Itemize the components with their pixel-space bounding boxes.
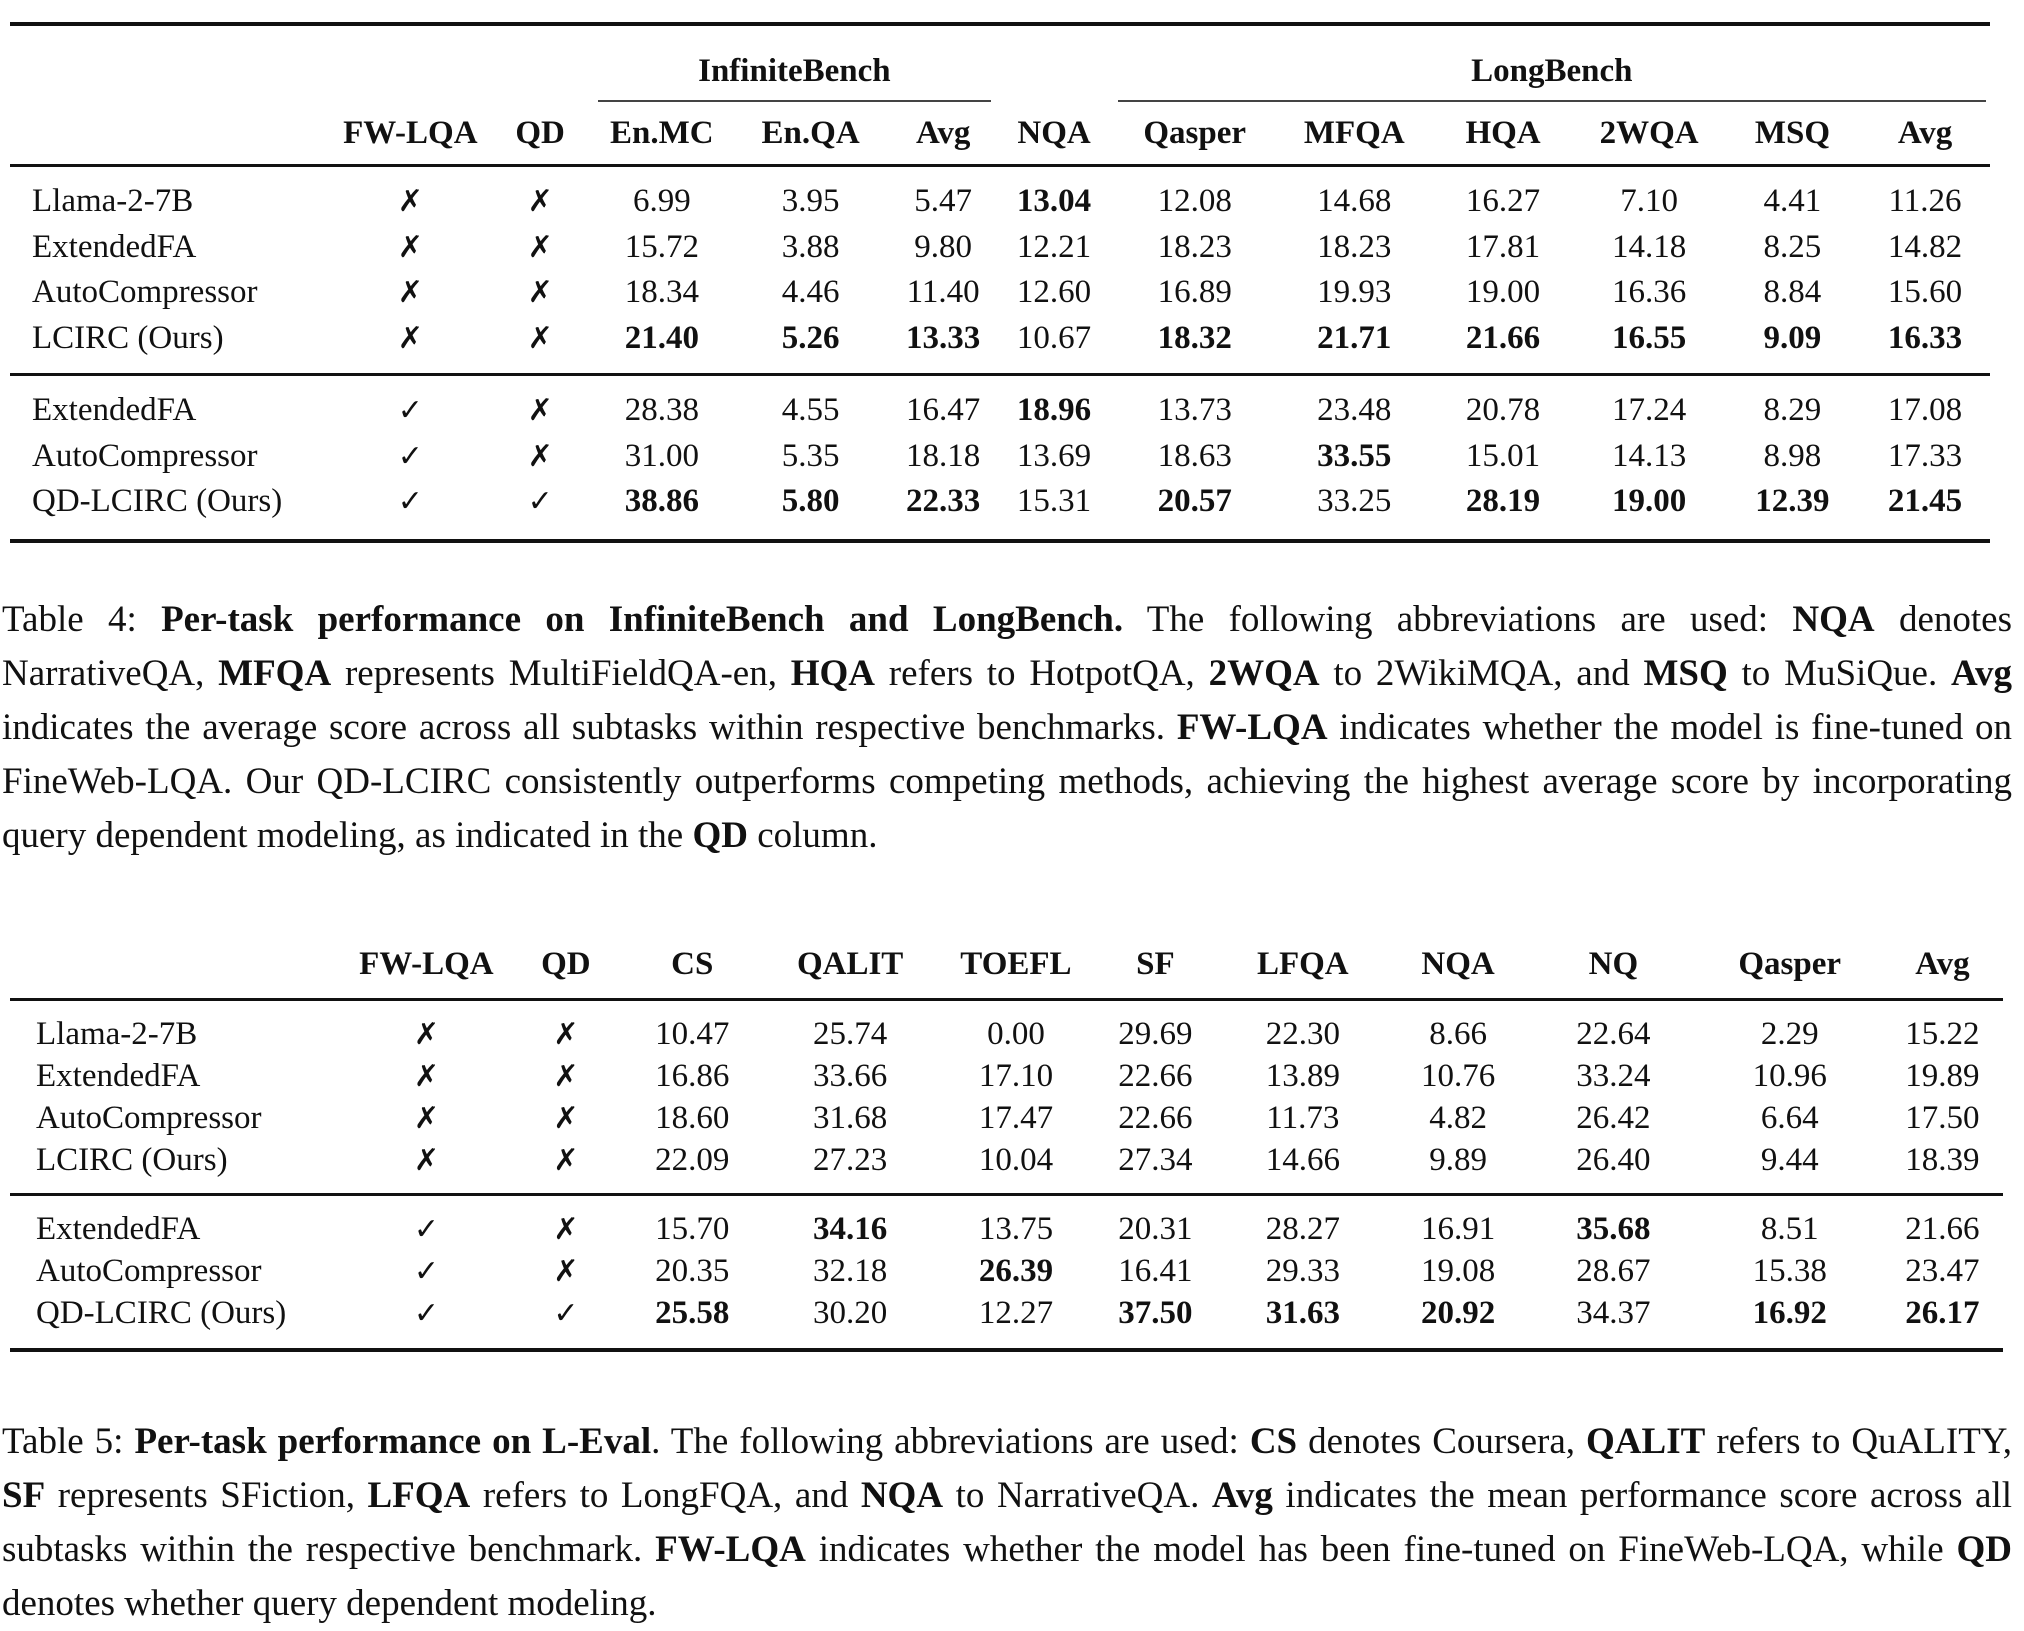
check-mark-icon: ✓ bbox=[413, 1211, 439, 1247]
score-cell: 20.78 bbox=[1465, 392, 1541, 429]
group-header-row bbox=[10, 26, 1990, 102]
score-cell: 16.91 bbox=[1420, 1210, 1496, 1247]
col-header-toefl: TOEFL bbox=[960, 945, 1072, 982]
score-cell: 26.42 bbox=[1576, 1099, 1651, 1136]
score-cell: 22.09 bbox=[655, 1141, 730, 1178]
fw-lqa-cell bbox=[335, 434, 486, 480]
table-row bbox=[10, 1292, 2003, 1350]
check-mark-icon: ✓ bbox=[553, 1295, 579, 1331]
score-cell: 31.68 bbox=[813, 1099, 888, 1136]
caption-term: HQA bbox=[790, 653, 876, 694]
table-row bbox=[10, 375, 1990, 434]
table-row bbox=[10, 1250, 2003, 1292]
score-cell: 9.09 bbox=[1763, 319, 1822, 356]
table-4-group-baseline bbox=[10, 166, 1990, 375]
score-cell: 15.70 bbox=[655, 1210, 730, 1247]
score-cell: 22.30 bbox=[1265, 1015, 1340, 1052]
table-5-caption bbox=[2, 1415, 2012, 1631]
score-cell: 10.76 bbox=[1420, 1057, 1496, 1094]
col-header-nqa: NQA bbox=[1421, 945, 1495, 982]
caption-text: denotes Coursera, bbox=[1297, 1421, 1587, 1462]
score-cell: 13.04 bbox=[1016, 183, 1092, 220]
score-cell: 5.35 bbox=[781, 437, 840, 474]
caption-text: to 2WikiMQA, and bbox=[1319, 653, 1644, 694]
cross-mark-icon: ✗ bbox=[413, 1142, 439, 1178]
column-header-row bbox=[10, 930, 2003, 1000]
score-cell: 28.27 bbox=[1265, 1210, 1340, 1247]
model-name: QD-LCIRC (Ours) bbox=[36, 1294, 287, 1331]
cross-mark-icon: ✗ bbox=[553, 1016, 579, 1052]
cross-mark-icon: ✗ bbox=[527, 229, 553, 265]
caption-title: Per-task performance on InfiniteBench and LongBench. bbox=[161, 599, 1124, 640]
score-cell: 16.33 bbox=[1887, 319, 1963, 356]
score-cell: 0.00 bbox=[987, 1015, 1045, 1052]
score-cell: 7.10 bbox=[1620, 183, 1678, 220]
score-cell: 37.50 bbox=[1118, 1294, 1193, 1331]
score-cell: 13.33 bbox=[906, 319, 981, 356]
score-cell: 14.66 bbox=[1265, 1141, 1340, 1178]
caption-term: LFQA bbox=[367, 1475, 471, 1516]
score-cell: 22.64 bbox=[1576, 1015, 1651, 1052]
qd-cell bbox=[486, 434, 594, 480]
score-cell: 18.63 bbox=[1157, 437, 1232, 474]
model-name: LCIRC (Ours) bbox=[32, 319, 224, 356]
cross-mark-icon: ✗ bbox=[553, 1100, 579, 1136]
score-cell: 14.68 bbox=[1317, 183, 1392, 220]
score-cell: 17.33 bbox=[1887, 437, 1963, 474]
fw-lqa-cell bbox=[345, 1139, 508, 1195]
score-cell: 31.63 bbox=[1265, 1294, 1340, 1331]
score-cell: 16.86 bbox=[655, 1057, 730, 1094]
table-row bbox=[10, 166, 1990, 225]
qd-cell bbox=[508, 1195, 624, 1251]
cross-mark-icon: ✗ bbox=[397, 229, 423, 265]
score-cell: 20.31 bbox=[1118, 1210, 1193, 1247]
qd-cell bbox=[508, 1097, 624, 1139]
caption-title: Per-task performance on L-Eval bbox=[134, 1421, 652, 1462]
score-cell: 17.81 bbox=[1465, 228, 1541, 265]
score-cell: 34.16 bbox=[813, 1210, 888, 1247]
score-cell: 23.47 bbox=[1905, 1252, 1980, 1289]
score-cell: 28.19 bbox=[1465, 483, 1541, 520]
table-4-caption bbox=[2, 593, 2012, 863]
score-cell: 17.08 bbox=[1887, 392, 1963, 429]
cross-mark-icon: ✗ bbox=[527, 320, 553, 356]
qd-cell bbox=[486, 316, 594, 375]
check-mark-icon: ✓ bbox=[397, 438, 423, 474]
score-cell: 10.67 bbox=[1016, 319, 1092, 356]
check-mark-icon: ✓ bbox=[413, 1253, 439, 1289]
score-cell: 27.23 bbox=[813, 1141, 888, 1178]
score-cell: 18.96 bbox=[1016, 392, 1092, 429]
caption-text: to NarrativeQA. bbox=[943, 1475, 1212, 1516]
caption-text: column. bbox=[747, 815, 878, 856]
score-cell: 27.34 bbox=[1118, 1141, 1193, 1178]
qd-cell bbox=[486, 225, 594, 271]
table-row bbox=[10, 316, 1990, 375]
score-cell: 22.66 bbox=[1118, 1057, 1193, 1094]
score-cell: 21.71 bbox=[1317, 319, 1392, 356]
caption-term: NQA bbox=[860, 1475, 944, 1516]
score-cell: 26.17 bbox=[1905, 1294, 1980, 1331]
score-cell: 8.66 bbox=[1429, 1015, 1487, 1052]
caption-term: QALIT bbox=[1586, 1421, 1706, 1462]
score-cell: 16.47 bbox=[906, 392, 981, 429]
caption-term: MFQA bbox=[218, 653, 332, 694]
caption-text: indicates the mean performance score across all subtasks within the respective benchmark. bbox=[2, 1475, 2013, 1570]
score-cell: 28.67 bbox=[1576, 1252, 1651, 1289]
score-cell: 12.21 bbox=[1016, 228, 1092, 265]
caption-label: Table 5: bbox=[2, 1421, 135, 1462]
score-cell: 11.40 bbox=[906, 274, 980, 311]
model-name: Llama-2-7B bbox=[36, 1015, 198, 1052]
caption-term: SF bbox=[2, 1475, 46, 1516]
qd-cell bbox=[486, 479, 594, 541]
cross-mark-icon: ✗ bbox=[553, 1211, 579, 1247]
score-cell: 11.73 bbox=[1266, 1099, 1340, 1136]
model-name: ExtendedFA bbox=[32, 392, 197, 429]
qd-cell bbox=[508, 1055, 624, 1097]
score-cell: 15.22 bbox=[1905, 1015, 1980, 1052]
cross-mark-icon: ✗ bbox=[527, 438, 553, 474]
model-name: ExtendedFA bbox=[36, 1057, 201, 1094]
score-cell: 10.04 bbox=[978, 1141, 1054, 1178]
score-cell: 21.40 bbox=[624, 319, 699, 356]
score-cell: 25.58 bbox=[655, 1294, 730, 1331]
score-cell: 15.60 bbox=[1887, 274, 1963, 311]
score-cell: 23.48 bbox=[1317, 392, 1392, 429]
model-name: LCIRC (Ours) bbox=[36, 1141, 228, 1178]
model-name: AutoCompressor bbox=[32, 437, 258, 474]
check-mark-icon: ✓ bbox=[413, 1295, 439, 1331]
fw-lqa-cell bbox=[345, 1000, 508, 1056]
score-cell: 16.92 bbox=[1752, 1294, 1827, 1331]
fw-lqa-cell bbox=[345, 1097, 508, 1139]
model-name: AutoCompressor bbox=[32, 274, 258, 311]
col-header-sf: SF bbox=[1136, 945, 1175, 982]
score-cell: 15.31 bbox=[1016, 483, 1092, 520]
score-cell: 13.89 bbox=[1265, 1057, 1340, 1094]
score-cell: 26.39 bbox=[978, 1252, 1054, 1289]
cross-mark-icon: ✗ bbox=[527, 275, 553, 311]
score-cell: 20.57 bbox=[1157, 483, 1232, 520]
cross-mark-icon: ✗ bbox=[413, 1058, 439, 1094]
score-cell: 4.46 bbox=[781, 274, 840, 311]
table-row bbox=[10, 1195, 2003, 1251]
model-name: Llama-2-7B bbox=[32, 183, 194, 220]
score-cell: 8.98 bbox=[1763, 437, 1822, 474]
score-cell: 16.27 bbox=[1465, 183, 1541, 220]
col-header-mfqa: MFQA bbox=[1303, 114, 1405, 151]
score-cell: 35.68 bbox=[1576, 1210, 1651, 1247]
score-cell: 33.66 bbox=[813, 1057, 888, 1094]
score-cell: 29.69 bbox=[1118, 1015, 1193, 1052]
caption-text: refers to LongFQA, and bbox=[470, 1475, 861, 1516]
col-header-msq: MSQ bbox=[1754, 114, 1831, 151]
score-cell: 8.51 bbox=[1760, 1210, 1819, 1247]
score-cell: 19.08 bbox=[1420, 1252, 1496, 1289]
caption-term: MSQ bbox=[1643, 653, 1728, 694]
score-cell: 21.66 bbox=[1905, 1210, 1980, 1247]
score-cell: 18.39 bbox=[1905, 1141, 1980, 1178]
cross-mark-icon: ✗ bbox=[553, 1142, 579, 1178]
score-cell: 12.27 bbox=[978, 1294, 1054, 1331]
score-cell: 14.13 bbox=[1611, 437, 1687, 474]
score-cell: 31.00 bbox=[624, 437, 699, 474]
caption-text: . The following abbreviations are used: bbox=[651, 1421, 1250, 1462]
score-cell: 8.29 bbox=[1763, 392, 1822, 429]
caption-term: Avg bbox=[1211, 1475, 1273, 1516]
score-cell: 14.82 bbox=[1887, 228, 1963, 265]
model-name: QD-LCIRC (Ours) bbox=[32, 483, 283, 520]
score-cell: 8.25 bbox=[1763, 228, 1822, 265]
score-cell: 6.99 bbox=[632, 183, 691, 220]
caption-text: indicates whether the model is fine-tuned on FineWeb-LQA. Our QD-LCIRC consistently outperforms competing methods, achieving the highest average score by incorporating query dependent modeling, as indicated in the bbox=[2, 707, 2012, 856]
cross-mark-icon: ✗ bbox=[413, 1100, 439, 1136]
cross-mark-icon: ✗ bbox=[397, 320, 423, 356]
score-cell: 19.93 bbox=[1317, 274, 1392, 311]
table-row bbox=[10, 1139, 2003, 1195]
qd-cell bbox=[486, 270, 594, 316]
score-cell: 13.69 bbox=[1016, 437, 1092, 474]
score-cell: 11.26 bbox=[1888, 183, 1962, 220]
model-name: ExtendedFA bbox=[36, 1210, 201, 1247]
col-header-cs: CS bbox=[671, 945, 714, 982]
score-cell: 12.08 bbox=[1157, 183, 1232, 220]
cross-mark-icon: ✗ bbox=[397, 184, 423, 220]
score-cell: 38.86 bbox=[624, 483, 699, 520]
score-cell: 19.00 bbox=[1611, 483, 1687, 520]
table-row bbox=[10, 1000, 2003, 1056]
caption-term: CS bbox=[1249, 1421, 1298, 1462]
col-header-nqa: NQA bbox=[1017, 114, 1091, 151]
fw-lqa-cell bbox=[345, 1250, 508, 1292]
cross-mark-icon: ✗ bbox=[527, 184, 553, 220]
col-header-lfqa: LFQA bbox=[1256, 945, 1349, 982]
score-cell: 18.32 bbox=[1157, 319, 1232, 356]
cross-mark-icon: ✗ bbox=[413, 1016, 439, 1052]
score-cell: 30.20 bbox=[813, 1294, 888, 1331]
caption-text: to MuSiQue. bbox=[1727, 653, 1951, 694]
score-cell: 28.38 bbox=[624, 392, 699, 429]
score-cell: 3.88 bbox=[781, 228, 840, 265]
score-cell: 17.47 bbox=[978, 1099, 1054, 1136]
fw-lqa-cell bbox=[335, 316, 486, 375]
score-cell: 18.60 bbox=[655, 1099, 730, 1136]
table-row bbox=[10, 434, 1990, 480]
score-cell: 4.41 bbox=[1763, 183, 1822, 220]
score-cell: 32.18 bbox=[813, 1252, 888, 1289]
score-cell: 15.01 bbox=[1465, 437, 1541, 474]
score-cell: 12.60 bbox=[1016, 274, 1092, 311]
score-cell: 13.75 bbox=[978, 1210, 1054, 1247]
score-cell: 19.89 bbox=[1905, 1057, 1980, 1094]
score-cell: 19.00 bbox=[1465, 274, 1541, 311]
score-cell: 14.18 bbox=[1611, 228, 1687, 265]
score-cell: 6.64 bbox=[1760, 1099, 1819, 1136]
caption-text: refers to QuALITY, bbox=[1705, 1421, 2012, 1462]
score-cell: 3.95 bbox=[781, 183, 840, 220]
score-cell: 18.23 bbox=[1157, 228, 1232, 265]
score-cell: 17.50 bbox=[1905, 1099, 1980, 1136]
score-cell: 10.47 bbox=[655, 1015, 730, 1052]
score-cell: 15.72 bbox=[624, 228, 699, 265]
score-cell: 25.74 bbox=[813, 1015, 888, 1052]
cross-mark-icon: ✗ bbox=[553, 1058, 579, 1094]
col-header-nq: NQ bbox=[1588, 945, 1639, 982]
score-cell: 22.33 bbox=[906, 483, 981, 520]
caption-text: The following abbreviations are used: bbox=[1123, 599, 1793, 640]
fw-lqa-cell bbox=[345, 1055, 508, 1097]
score-cell: 18.34 bbox=[624, 274, 699, 311]
fw-lqa-cell bbox=[345, 1195, 508, 1251]
table-5-group-baseline bbox=[10, 1000, 2003, 1195]
qd-cell bbox=[508, 1000, 624, 1056]
score-cell: 33.24 bbox=[1576, 1057, 1651, 1094]
caption-label: Table 4: bbox=[2, 599, 162, 640]
cross-mark-icon: ✗ bbox=[397, 275, 423, 311]
score-cell: 5.47 bbox=[914, 183, 973, 220]
caption-term: FW-LQA bbox=[655, 1529, 806, 1570]
caption-term: NQA bbox=[1792, 599, 1875, 640]
model-name: AutoCompressor bbox=[36, 1252, 262, 1289]
score-cell: 21.66 bbox=[1465, 319, 1541, 356]
score-cell: 16.55 bbox=[1611, 319, 1687, 356]
score-cell: 29.33 bbox=[1265, 1252, 1340, 1289]
group-header-infinitebench: InfiniteBench bbox=[594, 26, 994, 102]
caption-text: indicates the average score across all subtasks within respective benchmarks. bbox=[2, 707, 1177, 748]
score-cell: 2.29 bbox=[1760, 1015, 1819, 1052]
table-4 bbox=[10, 22, 1990, 543]
score-cell: 5.80 bbox=[781, 483, 840, 520]
group-header-longbench: LongBench bbox=[1114, 26, 1990, 102]
cross-mark-icon: ✗ bbox=[553, 1253, 579, 1289]
score-cell: 33.55 bbox=[1317, 437, 1392, 474]
col-header-fw-lqa: FW-LQA bbox=[343, 114, 478, 151]
caption-term: Avg bbox=[1951, 653, 2012, 694]
caption-term: QD bbox=[1956, 1529, 2013, 1570]
qd-cell bbox=[508, 1139, 624, 1195]
qd-cell bbox=[508, 1292, 624, 1350]
table-row bbox=[10, 225, 1990, 271]
caption-text: refers to HotpotQA, bbox=[875, 653, 1209, 694]
col-header-avg: Avg bbox=[1915, 945, 1970, 982]
score-cell: 34.37 bbox=[1576, 1294, 1651, 1331]
col-header-qasper: Qasper bbox=[1738, 945, 1842, 982]
col-header-2wqa: 2WQA bbox=[1599, 114, 1699, 151]
score-cell: 22.66 bbox=[1118, 1099, 1193, 1136]
caption-text: indicates whether the model has been fine-tuned on FineWeb-LQA, while bbox=[805, 1529, 1957, 1570]
fw-lqa-cell bbox=[335, 375, 486, 434]
qd-cell bbox=[486, 166, 594, 225]
score-cell: 8.84 bbox=[1763, 274, 1822, 311]
score-cell: 17.10 bbox=[978, 1057, 1054, 1094]
fw-lqa-cell bbox=[335, 166, 486, 225]
col-header-en-qa: En.QA bbox=[761, 114, 860, 151]
score-cell: 20.92 bbox=[1420, 1294, 1496, 1331]
caption-term: FW-LQA bbox=[1176, 707, 1328, 748]
col-header-qd: QD bbox=[541, 945, 591, 982]
score-cell: 17.24 bbox=[1611, 392, 1687, 429]
table-4-group-finetuned bbox=[10, 375, 1990, 541]
caption-term: QD bbox=[692, 815, 748, 856]
caption-text: represents SFiction, bbox=[45, 1475, 368, 1516]
score-cell: 20.35 bbox=[655, 1252, 730, 1289]
table-row bbox=[10, 479, 1990, 541]
col-header-en-mc: En.MC bbox=[610, 114, 714, 151]
score-cell: 10.96 bbox=[1752, 1057, 1827, 1094]
score-cell: 26.40 bbox=[1576, 1141, 1651, 1178]
score-cell: 9.89 bbox=[1429, 1141, 1487, 1178]
caption-text: denotes NarrativeQA, bbox=[2, 599, 2012, 694]
check-mark-icon: ✓ bbox=[397, 393, 423, 429]
table-row bbox=[10, 1055, 2003, 1097]
check-mark-icon: ✓ bbox=[397, 484, 423, 520]
col-header-lb-avg: Avg bbox=[1897, 114, 1953, 151]
score-cell: 12.39 bbox=[1755, 483, 1830, 520]
model-name: AutoCompressor bbox=[36, 1099, 262, 1136]
score-cell: 16.41 bbox=[1118, 1252, 1193, 1289]
score-cell: 4.82 bbox=[1429, 1099, 1487, 1136]
score-cell: 16.36 bbox=[1611, 274, 1687, 311]
table-row bbox=[10, 270, 1990, 316]
col-header-qalit: QALIT bbox=[796, 945, 904, 982]
col-header-qasper: Qasper bbox=[1143, 114, 1247, 151]
score-cell: 18.18 bbox=[906, 437, 981, 474]
fw-lqa-cell bbox=[335, 270, 486, 316]
table-5-group-finetuned bbox=[10, 1195, 2003, 1351]
fw-lqa-cell bbox=[335, 479, 486, 541]
col-header-hqa: HQA bbox=[1465, 114, 1541, 151]
score-cell: 15.38 bbox=[1752, 1252, 1827, 1289]
caption-term: 2WQA bbox=[1208, 653, 1320, 694]
col-header-fw-lqa: FW-LQA bbox=[359, 945, 494, 982]
qd-cell bbox=[486, 375, 594, 434]
score-cell: 4.55 bbox=[781, 392, 840, 429]
score-cell: 21.45 bbox=[1887, 483, 1963, 520]
caption-text: represents MultiFieldQA-en, bbox=[331, 653, 791, 694]
table-row bbox=[10, 1097, 2003, 1139]
score-cell: 18.23 bbox=[1317, 228, 1392, 265]
score-cell: 5.26 bbox=[781, 319, 840, 356]
score-cell: 16.89 bbox=[1157, 274, 1232, 311]
score-cell: 33.25 bbox=[1317, 483, 1392, 520]
fw-lqa-cell bbox=[345, 1292, 508, 1350]
col-header-qd: QD bbox=[515, 114, 565, 151]
score-cell: 9.80 bbox=[914, 228, 973, 265]
table-5 bbox=[10, 930, 2003, 1352]
column-header-row bbox=[10, 102, 1990, 166]
qd-cell bbox=[508, 1250, 624, 1292]
score-cell: 13.73 bbox=[1157, 392, 1232, 429]
check-mark-icon: ✓ bbox=[527, 484, 553, 520]
fw-lqa-cell bbox=[335, 225, 486, 271]
score-cell: 9.44 bbox=[1760, 1141, 1819, 1178]
caption-text: denotes whether query dependent modeling. bbox=[2, 1583, 657, 1624]
model-name: ExtendedFA bbox=[32, 228, 197, 265]
col-header-ib-avg: Avg bbox=[915, 114, 971, 151]
cross-mark-icon: ✗ bbox=[527, 393, 553, 429]
